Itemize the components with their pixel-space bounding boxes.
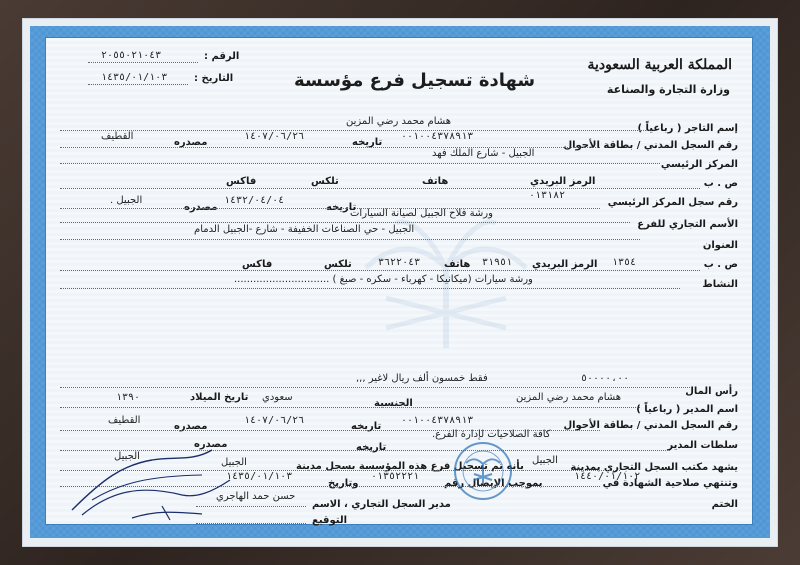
manager-id-label: رقم السجل المدني / بطاقة الأحوال bbox=[563, 420, 738, 431]
merchant-id-date-label: تاريخه bbox=[352, 137, 383, 148]
manager-id-value: ٠٠١٠٠٤٣٧٨٩١٣ bbox=[401, 415, 474, 426]
date2-label: تاريخه bbox=[356, 442, 387, 453]
capital-value: ٥٠٠٠٠،٠٠ bbox=[581, 373, 630, 384]
capital-words: فقط خمسون ألف ريال لاغير ,,, bbox=[356, 373, 488, 384]
hq-reg-source-label: مصدره bbox=[184, 202, 218, 213]
branch-phone-value: ٣٦٢٢٠٤٣ bbox=[378, 257, 421, 268]
office-label: يشهد مكتب السجل التجاري بمدينة bbox=[570, 462, 738, 473]
signature-label: التوقيع bbox=[312, 515, 347, 526]
certificate-title: شهادة تسجيل فرع مؤسسة bbox=[294, 70, 536, 91]
merchant-name-value: هشام محمد رضي المزين bbox=[346, 116, 451, 127]
powers-value: كافة الصلاحيات لإدارة الفرع. bbox=[432, 429, 551, 440]
merchant-id-value: ٠٠١٠٠٤٣٧٨٩١٣ bbox=[401, 131, 474, 142]
nationality-value: سعودي bbox=[262, 392, 293, 403]
kingdom-name: المملكة العربية السعودية bbox=[587, 57, 732, 73]
expiry-value: ١٤٤٠/٠١/١٠٢ bbox=[574, 471, 641, 482]
director-value: حسن حمد الهاجري bbox=[216, 491, 296, 502]
hq-value: الجبيل - شارع الملك فهد bbox=[432, 148, 535, 159]
po-label: ص . ب bbox=[703, 178, 738, 189]
director-label: مدير السجل التجاري ، الاسم bbox=[312, 499, 451, 510]
manager-id-date-value: ١٤٠٧/٠٦/٢٦ bbox=[244, 415, 305, 426]
fax-label: فاكس bbox=[226, 176, 257, 187]
hq-reg-label: رقم سجل المركز الرئيسي bbox=[607, 197, 738, 208]
powers-label: سلطات المدير bbox=[667, 440, 738, 451]
birth-value: ١٣٩٠ bbox=[116, 392, 141, 403]
phone-label: هاتف bbox=[422, 176, 449, 187]
number-label: الرقم : bbox=[204, 51, 240, 62]
merchant-id-date-value: ١٤٠٧/٠٦/٢٦ bbox=[244, 131, 305, 142]
receipt-value: ٠١٣٥٢٢٢١ bbox=[371, 471, 420, 482]
manager-id-date-label: تاريخه bbox=[351, 421, 382, 432]
branch-reg-label: بأنه تم تسجيل فرع هذه المؤسسة بسجل مدينة bbox=[296, 461, 524, 472]
ministry-name: وزارة التجارة والصناعة bbox=[606, 83, 730, 96]
manager-id-source-label: مصدره bbox=[174, 421, 208, 432]
hq-reg-date-label: تاريخه bbox=[326, 202, 357, 213]
branch-phone-label: هاتف bbox=[444, 259, 471, 270]
receipt-label: بموجب الإيصال رقم bbox=[444, 478, 543, 489]
hq-reg-source-value: الجبيل . bbox=[110, 195, 143, 206]
merchant-id-label: رقم السجل المدني / بطاقة الأحوال bbox=[563, 140, 738, 151]
branch-address-value: الجبيل - حي الصناعات الخفيفة - شارع -الجبيل الدمام bbox=[194, 224, 415, 235]
branch-po-value: ١٣٥٤ bbox=[612, 257, 637, 268]
merchant-name-label: إسم التاجر ( رباعياً ) bbox=[637, 123, 738, 134]
seal-label: الختم bbox=[711, 499, 738, 510]
activity-label: النشاط bbox=[702, 279, 738, 290]
branch-reg-city: الجبيل bbox=[221, 457, 247, 468]
branch-fax-label: فاكس bbox=[242, 259, 273, 270]
branch-telex-label: تلكس bbox=[324, 259, 352, 270]
date-value: ١٤٣٥/٠١/١٠٣ bbox=[101, 72, 168, 83]
number-value: ٢٠٥٥٠٢١٠٤٣ bbox=[101, 50, 162, 61]
office-city: الجبيل bbox=[532, 455, 558, 466]
postal-label: الرمز البريدي bbox=[530, 176, 596, 187]
branch-po-label: ص . ب bbox=[703, 259, 738, 270]
branch-address-label: العنوان bbox=[702, 240, 738, 251]
telex-label: تلكس bbox=[311, 176, 339, 187]
source2-label: مصدره bbox=[194, 439, 228, 450]
branch-postal-value: ٣١٩٥١ bbox=[482, 257, 513, 268]
official-seal-icon bbox=[452, 440, 514, 502]
activity-value: ورشة سيارات (ميكانيكا - كهرباء - سكره - صبغ ) .............................. bbox=[234, 274, 533, 285]
branch-trade-name-value: ورشة فلاح الجبيل لصيانة السيارات bbox=[350, 208, 493, 219]
receipt-date-label: وتاريخ bbox=[328, 478, 359, 489]
hq-label: المركز الرئيسي bbox=[660, 159, 738, 170]
hq-reg-date-value: ١٤٣٢/٠٤/٠٤ bbox=[224, 195, 285, 206]
birth-label: تاريخ الميلاد bbox=[190, 392, 249, 403]
merchant-id-source-value: القطيف bbox=[101, 131, 134, 142]
branch-trade-name-label: الأسم التجاري للفرع bbox=[637, 219, 738, 230]
date-label: التاريخ : bbox=[194, 73, 234, 84]
branch-postal-label: الرمز البريدي bbox=[532, 259, 598, 270]
manager-name-label: اسم المدير ( رباعياً ) bbox=[636, 404, 738, 415]
capital-label: رأس المال bbox=[685, 386, 738, 397]
merchant-id-source-label: مصدره bbox=[174, 137, 208, 148]
manager-name-value: هشام محمد رضي المزين bbox=[516, 392, 621, 403]
hq-reg-value: ٠١٣١٨٢ bbox=[529, 190, 566, 201]
nationality-label: الجنسية bbox=[374, 398, 413, 409]
handwritten-signature-icon bbox=[62, 440, 242, 525]
receipt-date-value: ١٤٣٥/٠١/١٠٣ bbox=[226, 471, 293, 482]
source2-value: الجبيل bbox=[114, 451, 140, 462]
expiry-label: وتنتهي صلاحية الشهادة في bbox=[602, 478, 738, 489]
manager-id-source-value: القطيف bbox=[108, 415, 141, 426]
